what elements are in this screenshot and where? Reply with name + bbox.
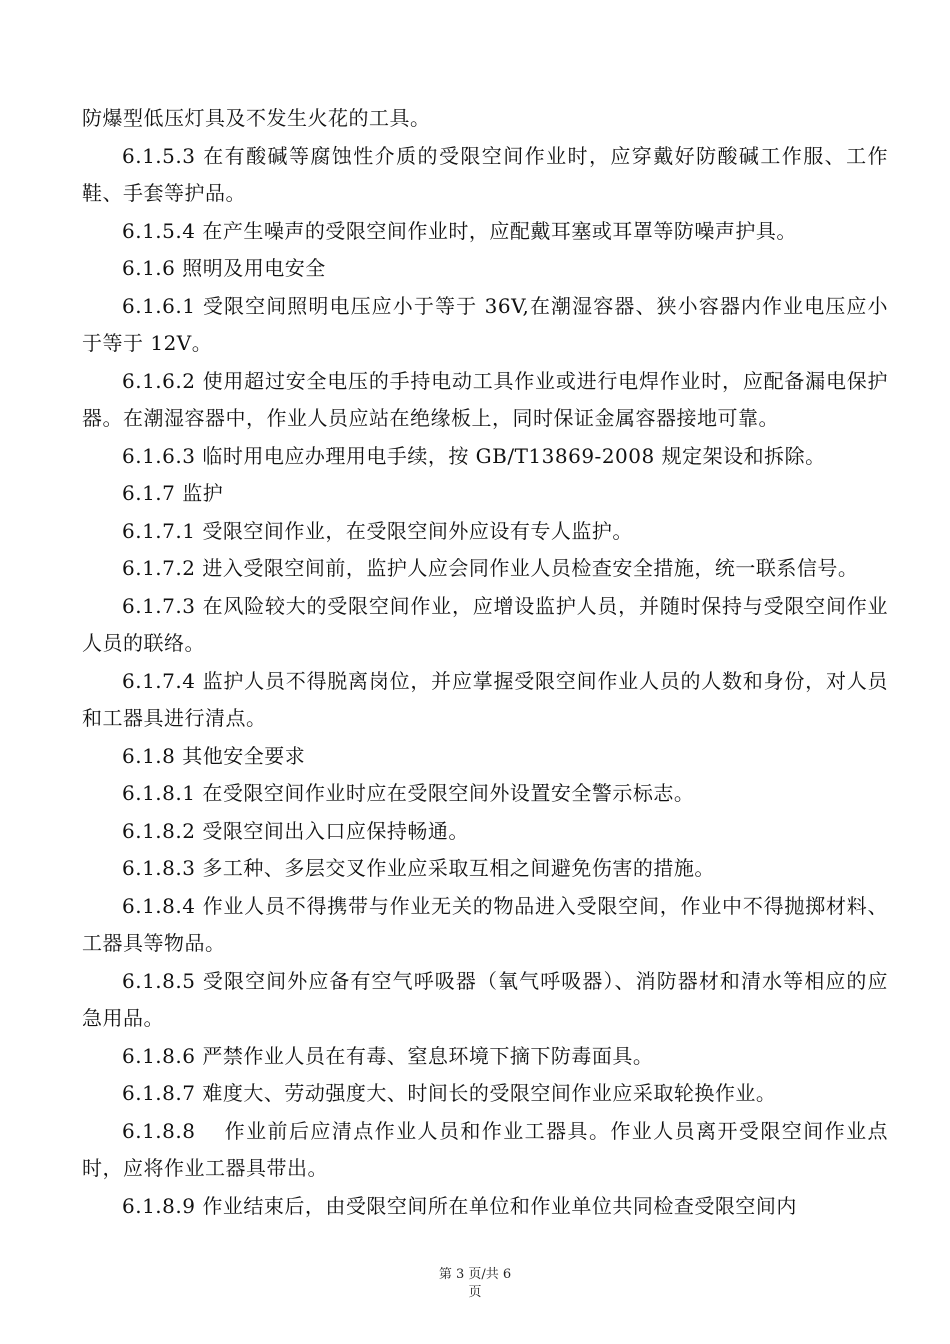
paragraph: 6.1.8.5 受限空间外应备有空气呼吸器（氧气呼吸器）、消防器材和清水等相应的应急用品。 (82, 968, 888, 1030)
paragraph: 6.1.7.4 监护人员不得脱离岗位，并应掌握受限空间作业人员的人数和身份，对人员和工器具进行清点。 (82, 668, 888, 730)
paragraph: 6.1.7.1 受限空间作业，在受限空间外应设有专人监护。 (122, 518, 633, 543)
paragraph: 6.1.8.1 在受限空间作业时应在受限空间外设置安全警示标志。 (122, 781, 695, 805)
paragraph: 6.1.8.9 作业结束后，由受限空间所在单位和作业单位共同检查受限空间内 (122, 1193, 797, 1218)
paragraph: 6.1.7 监护 (122, 481, 224, 505)
document-body (82, 100, 888, 1225)
page-number-line-2: 页 (468, 1285, 482, 1300)
paragraph: 6.1.8.4 作业人员不得携带与作业无关的物品进入受限空间，作业中不得抛掷材料、工器具等物品。 (82, 893, 888, 955)
paragraph: 6.1.8.7 难度大、劳动强度大、时间长的受限空间作业应采取轮换作业。 (122, 1081, 777, 1105)
paragraph: 防爆型低压灯具及不发生火花的工具。 (82, 106, 431, 130)
paragraph: 6.1.7.3 在风险较大的受限空间作业，应增设监护人员，并随时保持与受限空间作业人员的联络。 (82, 593, 888, 655)
paragraph: 6.1.8.3 多工种、多层交叉作业应采取互相之间避免伤害的措施。 (122, 856, 715, 880)
paragraph: 6.1.6 照明及用电安全 (122, 256, 326, 280)
paragraph: 6.1.8.6 严禁作业人员在有毒、窒息环境下摘下防毒面具。 (122, 1043, 654, 1068)
paragraph: 6.1.8.2 受限空间出入口应保持畅通。 (122, 818, 469, 843)
page-number-line-1: 第 3 页/共 6 (438, 1267, 512, 1282)
paragraph: 6.1.6.3 临时用电应办理用电手续，按 GB/T13869-2008 规定架设和拆除。 (122, 443, 826, 468)
paragraph: 6.1.5.3 在有酸碱等腐蚀性介质的受限空间作业时，应穿戴好防酸碱工作服、工作鞋、手套等护品。 (82, 143, 888, 205)
page-footer (380, 1266, 570, 1302)
paragraph: 6.1.7.2 进入受限空间前，监护人应会同作业人员检查安全措施，统一联系信号。 (122, 556, 859, 580)
paragraph: 6.1.8.8 作业前后应清点作业人员和作业工器具。作业人员离开受限空间作业点时，应将作业工器具带出。 (82, 1118, 888, 1180)
paragraph: 6.1.6.1 受限空间照明电压应小于等于 36V,在潮湿容器、狭小容器内作业电压应小于等于 12V。 (82, 293, 888, 355)
paragraph: 6.1.8 其他安全要求 (122, 743, 306, 768)
paragraph: 6.1.6.2 使用超过安全电压的手持电动工具作业或进行电焊作业时，应配备漏电保护器。在潮湿容器中，作业人员应站在绝缘板上，同时保证金属容器接地可靠。 (82, 368, 888, 430)
paragraph: 6.1.5.4 在产生噪声的受限空间作业时，应配戴耳塞或耳罩等防噪声护具。 (122, 218, 797, 243)
